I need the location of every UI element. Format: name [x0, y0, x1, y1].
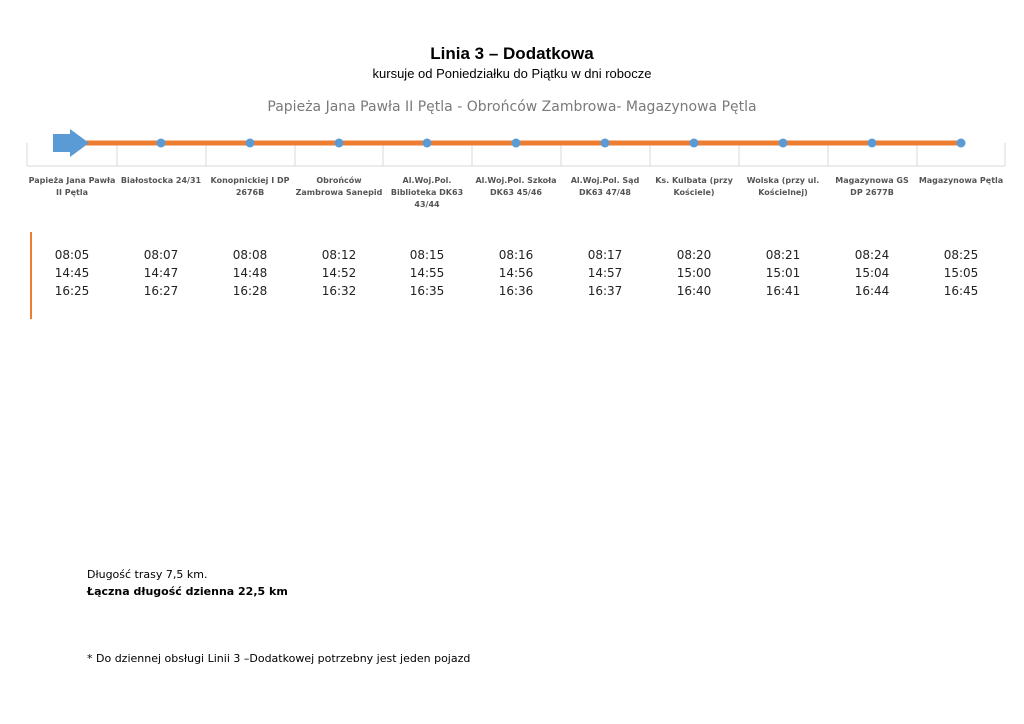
- stop-times-column: [299, 246, 379, 300]
- departure-time: 08:08: [232, 248, 268, 262]
- departure-time: 16:25: [54, 284, 90, 298]
- stop-times-column: [476, 246, 556, 300]
- departure-time: 16:28: [232, 284, 268, 298]
- stop-name: Al.Woj.Pol. Sąd DK63 47/48: [570, 176, 640, 197]
- stop-times-column: [743, 246, 823, 300]
- stop-name: Magazynowa Pętla: [918, 176, 1004, 185]
- departure-time: 14:47: [143, 266, 179, 280]
- stop-name: Magazynowa GS DP 2677B: [835, 176, 909, 197]
- departure-time: 08:20: [676, 248, 712, 262]
- stop-times-column: [921, 246, 1001, 300]
- stop-marker: [601, 139, 610, 148]
- departure-time: 15:04: [854, 266, 890, 280]
- departure-time: 16:37: [587, 284, 623, 298]
- stop-times-column: [210, 246, 290, 300]
- stop-name: Wolska (przy ul. Kościelnej): [746, 176, 820, 197]
- departure-time: 16:32: [321, 284, 357, 298]
- departure-time: 14:57: [587, 266, 623, 280]
- stop-name: Obrońców Zambrowa Sanepid: [295, 176, 383, 197]
- direction-arrow-icon: [53, 129, 89, 157]
- stop-marker: [868, 139, 877, 148]
- stop-marker: [157, 139, 166, 148]
- departure-time: 08:12: [321, 248, 357, 262]
- departure-time: 14:56: [498, 266, 534, 280]
- route-title: Papieża Jana Pawła II Pętla - Obrońców Zambrowa- Magazynowa Pętla: [267, 99, 757, 115]
- departure-time: 16:40: [676, 284, 712, 298]
- departure-time: 08:25: [943, 248, 979, 262]
- stop-times-column: [654, 246, 734, 300]
- stop-marker: [512, 139, 521, 148]
- departure-time: 08:21: [765, 248, 801, 262]
- departure-time: 16:41: [765, 284, 801, 298]
- departure-time: 15:01: [765, 266, 801, 280]
- departure-time: 14:52: [321, 266, 357, 280]
- departure-time: 08:07: [143, 248, 179, 262]
- stop-marker: [335, 139, 344, 148]
- departure-time: 15:00: [676, 266, 712, 280]
- stop-name: Al.Woj.Pol. Biblioteka DK63 43/44: [390, 176, 464, 209]
- departure-time: 14:48: [232, 266, 268, 280]
- departure-time: 14:45: [54, 266, 90, 280]
- stop-marker: [779, 139, 788, 148]
- departure-time: 14:55: [409, 266, 445, 280]
- departure-time: 15:05: [943, 266, 979, 280]
- page-title: Linia 3 – Dodatkowa: [430, 44, 594, 63]
- stop-times-column: [832, 246, 912, 300]
- departure-time: 08:15: [409, 248, 445, 262]
- vehicle-note: * Do dziennej obsługi Linii 3 –Dodatkowej potrzebny jest jeden pojazd: [87, 652, 471, 665]
- stop-marker: [246, 139, 255, 148]
- departure-time: 16:27: [143, 284, 179, 298]
- stop-name: Konopnickiej I DP 2676B: [210, 176, 290, 197]
- departure-time: 16:45: [943, 284, 979, 298]
- departure-time: 08:16: [498, 248, 534, 262]
- stop-times-column: [32, 246, 112, 300]
- stop-times-column: [121, 246, 201, 300]
- departure-time: 16:44: [854, 284, 890, 298]
- stop-times-column: [387, 246, 467, 300]
- stop-marker: [957, 139, 966, 148]
- route-length: Długość trasy 7,5 km.: [87, 568, 208, 581]
- page-subtitle: kursuje od Poniedziałku do Piątku w dni robocze: [372, 66, 652, 81]
- stop-name: Al.Woj.Pol. Szkoła DK63 45/46: [475, 176, 557, 197]
- departure-time: 08:05: [54, 248, 90, 262]
- stop-marker: [690, 139, 699, 148]
- stop-times-column: [565, 246, 645, 300]
- stop-name: Ks. Kulbata (przy Kościele): [655, 176, 733, 197]
- departure-time: 16:36: [498, 284, 534, 298]
- stop-name: Białostocka 24/31: [120, 176, 202, 185]
- daily-length: Łączna długość dzienna 22,5 km: [87, 585, 288, 598]
- departure-time: 08:17: [587, 248, 623, 262]
- route-diagram: [0, 0, 1024, 175]
- stop-marker: [423, 139, 432, 148]
- stop-name: Papieża Jana Pawła II Pętla: [28, 176, 116, 197]
- departure-time: 08:24: [854, 248, 890, 262]
- departure-time: 16:35: [409, 284, 445, 298]
